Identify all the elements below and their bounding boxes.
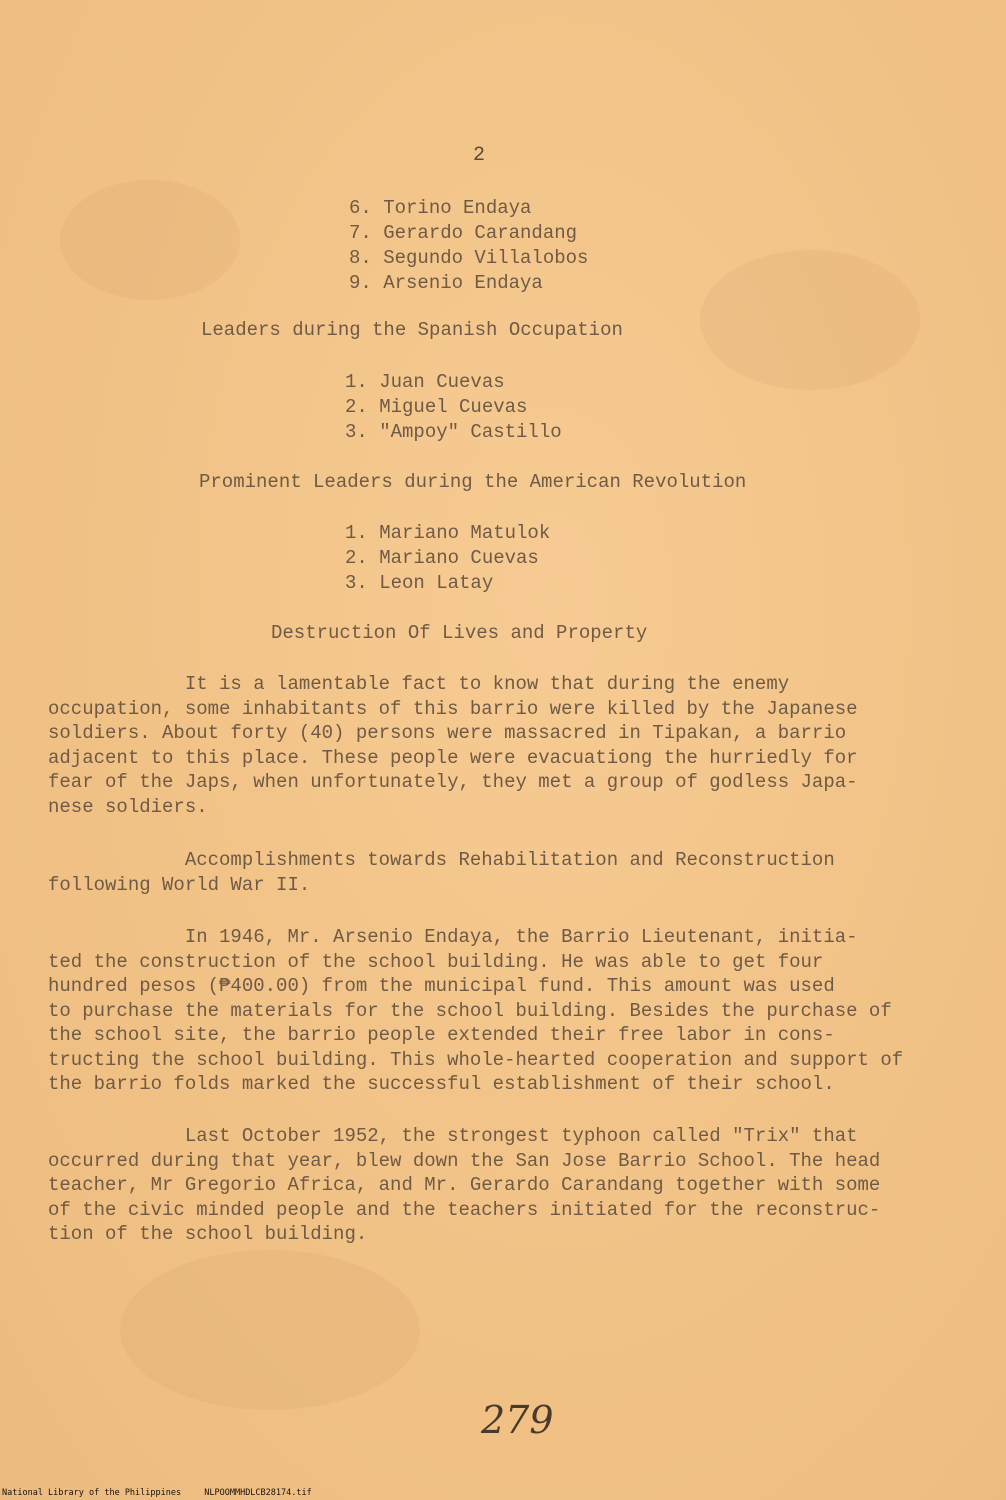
list-item: 1. Mariano Matulok	[345, 522, 551, 544]
american-revolution-heading: Prominent Leaders during the American Revolution	[199, 471, 747, 493]
paragraph-line: the school site, the barrio people extended their free labor in cons-	[48, 1024, 835, 1046]
paragraph-line: In 1946, Mr. Arsenio Endaya, the Barrio Lieutenant, initia-	[48, 926, 858, 948]
page-number: 2	[473, 144, 486, 167]
paragraph-line: Last October 1952, the strongest typhoon called "Trix" that	[48, 1125, 858, 1147]
paragraph-line: occurred during that year, blew down the San Jose Barrio School. The head	[48, 1149, 881, 1172]
list-item: 2. Miguel Cuevas	[345, 396, 528, 418]
list-item: 1. Juan Cuevas	[345, 371, 505, 393]
list-item: 3. "Ampoy" Castillo	[345, 421, 562, 443]
footer-institution: National Library of the Philippines	[2, 1488, 182, 1498]
list-item: 9. Arsenio Endaya	[349, 272, 543, 294]
handwritten-folio-number	[477, 1395, 557, 1445]
paragraph-line: teacher, Mr Gregorio Africa, and Mr. Gerardo Carandang together with some	[48, 1174, 881, 1196]
list-item: 3. Leon Latay	[345, 572, 494, 594]
paper-stain	[700, 250, 920, 390]
paragraph-line: to purchase the materials for the school building. Besides the purchase of	[48, 999, 892, 1022]
paragraph-line: the barrio folds marked the successful establishment of their school.	[48, 1073, 835, 1095]
list-item: 7. Gerardo Carandang	[349, 222, 578, 244]
paragraph-line: It is a lamentable fact to know that during the enemy	[48, 673, 790, 695]
paper-stain	[120, 1250, 420, 1410]
paragraph-line: of the civic minded people and the teachers initiated for the reconstruc-	[48, 1198, 881, 1221]
leaders-list-continued	[349, 196, 588, 296]
scan-footer	[2, 1488, 330, 1498]
list-item: 2. Mariano Cuevas	[345, 547, 539, 569]
paragraph-line: ted the construction of the school building. He was able to get four	[48, 950, 824, 973]
paragraph-line: tion of the school building.	[48, 1223, 368, 1245]
list-item: 6. Torino Endaya	[349, 197, 532, 219]
paragraph-line: hundred pesos (₱400.00) from the municipal fund. This amount was used	[48, 975, 835, 997]
paragraph-line: occupation, some inhabitants of this barrio were killed by the Japanese	[48, 697, 858, 720]
paragraph-line: nese soldiers.	[48, 795, 208, 818]
heading-line: Accomplishments towards Rehabilitation and Reconstruction	[48, 849, 835, 871]
paragraph-line: tructing the school building. This whole-hearted cooperation and support of	[48, 1048, 904, 1071]
destruction-heading: Destruction Of Lives and Property	[271, 622, 648, 644]
paragraph-line: fear of the Japs, when unfortunately, they met a group of godless Japa-	[48, 771, 858, 793]
handwritten-folio-text: 279	[481, 1398, 554, 1442]
typhoon-paragraph	[48, 1124, 978, 1247]
accomplishments-heading	[48, 848, 978, 897]
paper-stain	[60, 180, 240, 300]
destruction-paragraph	[48, 672, 978, 819]
spanish-occupation-heading: Leaders during the Spanish Occupation	[201, 319, 623, 341]
list-item: 8. Segundo Villalobos	[349, 247, 589, 269]
footer-filename: NLPOOMMHDLCB28174.tif	[204, 1488, 312, 1498]
american-leaders-list	[345, 521, 550, 596]
paragraph-line: soldiers. About forty (40) persons were massacred in Tipakan, a barrio	[48, 722, 847, 744]
school-paragraph	[48, 925, 978, 1097]
spanish-leaders-list	[345, 370, 562, 445]
heading-line: following World War II.	[48, 873, 311, 896]
paragraph-line: adjacent to this place. These people were evacuationg the hurriedly for	[48, 746, 858, 769]
